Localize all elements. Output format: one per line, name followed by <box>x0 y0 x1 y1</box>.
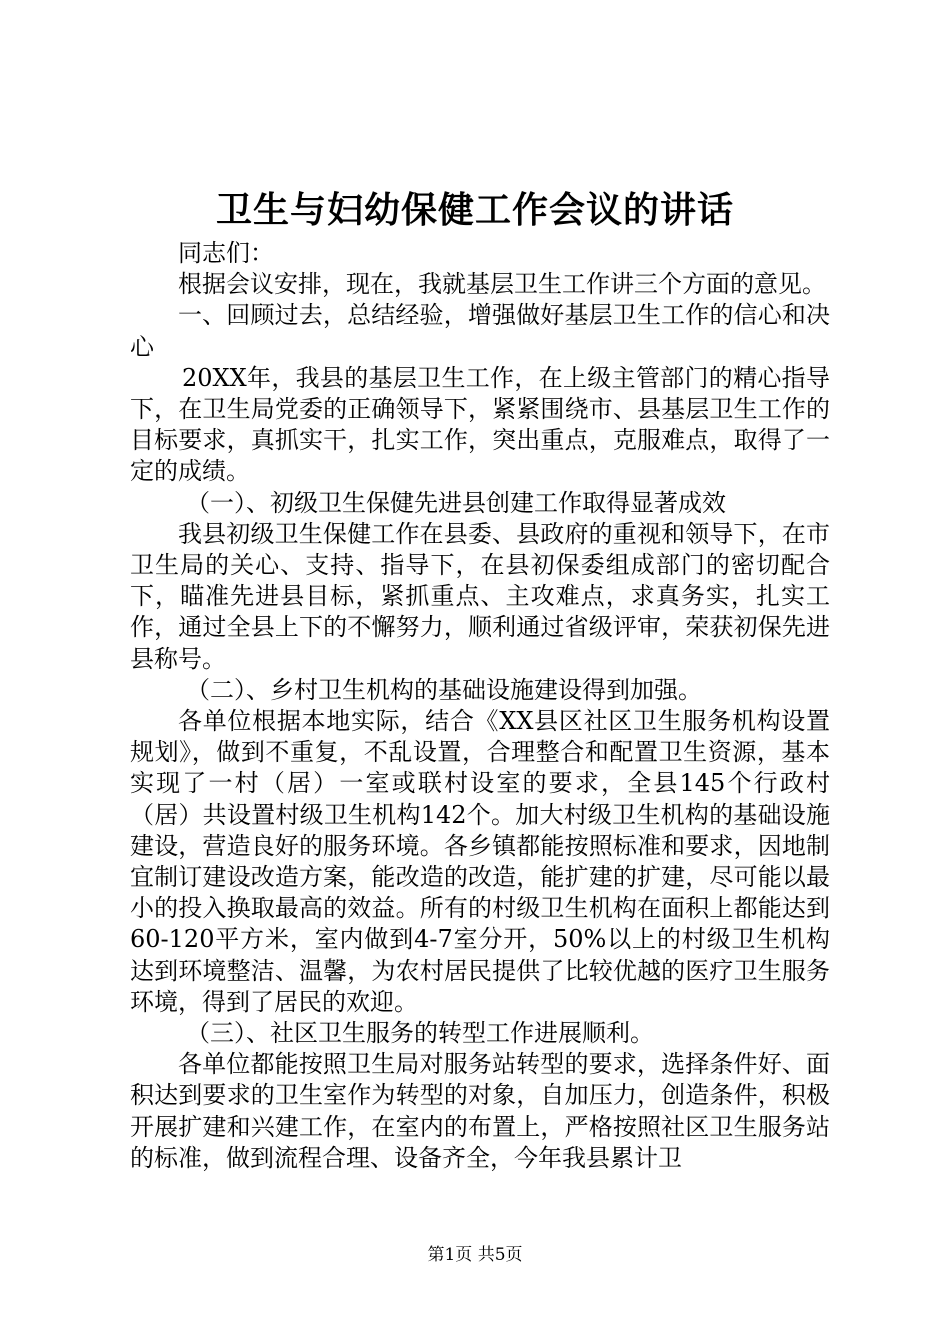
body-paragraph: 各单位根据本地实际，结合《XX县区社区卫生服务机构设置规划》，做到不重复，不乱设置，合理整合和配置卫生资源，基本实现了一村（居）一室或联村设室的要求，全县145个行政村（居）共设置村级卫生机构142个。加大村级卫生机构的基础设施建设，营造良好的服务环境。各乡镇都能按照标准和要求，因地制宜制订建设改造方案，能改造的改造，能扩建的扩建，尽可能以最小的投入换取最高的效益。所有的村级卫生机构在面积上都能达到60-120平方米，室内做到4-7室分开，50%以上的村级卫生机构达到环境整洁、温馨，为农村居民提供了比较优越的医疗卫生服务环境，得到了居民的欢迎。 <box>130 707 830 1016</box>
subsection-heading: （二）、乡村卫生机构的基础设施建设得到加强。 <box>186 675 702 704</box>
body-paragraph: 各单位都能按照卫生局对服务站转型的要求，选择条件好、面积达到要求的卫生室作为转型的对象，自加压力，创造条件，积极开展扩建和兴建工作，在室内的布置上，严格按照社区卫生服务站的标准，做到流程合理、设备齐全，今年我县累计卫 <box>130 1050 830 1172</box>
body-paragraph: 20XX年，我县的基层卫生工作，在上级主管部门的精心指导下，在卫生局党委的正确领导下，紧紧围绕市、县基层卫生工作的目标要求，真抓实干，扎实工作，突出重点，克服难点，取得了一定的成绩。 <box>130 363 830 486</box>
subsection-heading: （一）、初级卫生保健先进县创建工作取得显著成效 <box>186 488 726 517</box>
document-body <box>130 238 830 1174</box>
subsection-heading: （三）、社区卫生服务的转型工作进展顺利。 <box>186 1019 654 1048</box>
body-paragraph: 根据会议安排，现在，我就基层卫生工作讲三个方面的意见。 <box>178 270 826 299</box>
document-title: 卫生与妇幼保健工作会议的讲话 <box>215 189 734 231</box>
body-paragraph: 我县初级卫生保健工作在县委、县政府的重视和领导下，在市卫生局的关心、支持、指导下，在县初保委组成部门的密切配合下，瞄准先进县目标，紧抓重点、主攻难点，求真务实，扎实工作，通过全县上下的不懈努力，顺利通过省级评审，荣获初保先进县称号。 <box>130 519 830 673</box>
page-number-footer: 第1页 共5页 <box>427 1245 523 1265</box>
salutation: 同志们： <box>178 239 274 267</box>
section-heading: 一、回顾过去，总结经验，增强做好基层卫生工作的信心和决心 <box>130 301 830 361</box>
